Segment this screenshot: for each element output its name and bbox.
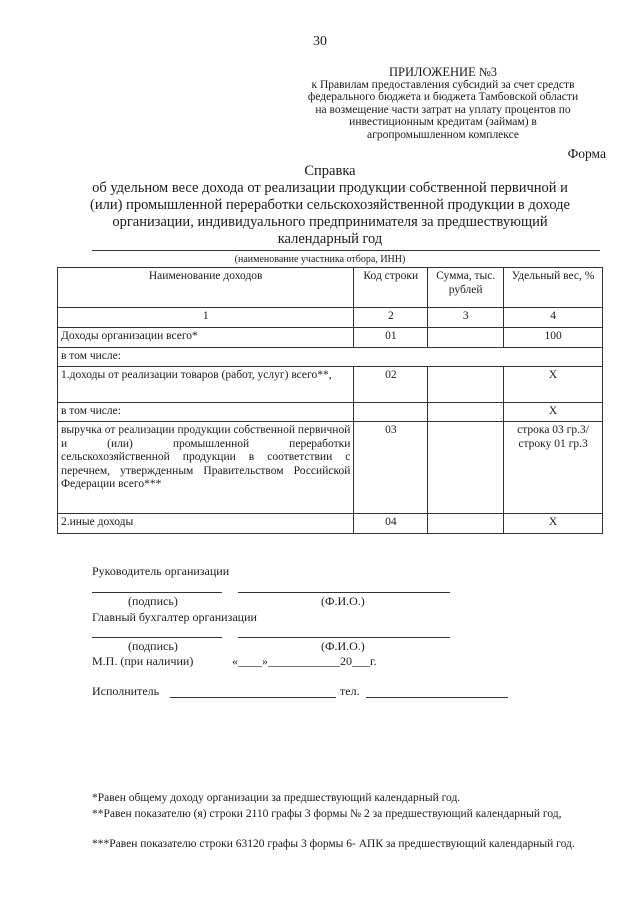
participant-name-line[interactable] — [92, 250, 600, 251]
row-sum[interactable] — [428, 422, 504, 514]
row-name: в том числе: — [58, 403, 354, 422]
footnote: *Равен общему доходу организации за предшествующий календарный год. — [92, 792, 461, 804]
column-number: 3 — [428, 308, 504, 328]
row-name: 2.иные доходы — [58, 514, 354, 534]
accountant-signature-caption: (подпись) — [128, 639, 178, 653]
form-label: Форма — [567, 146, 606, 161]
column-number: 2 — [354, 308, 428, 328]
table-row — [58, 514, 603, 534]
row-code: 01 — [354, 328, 428, 348]
document-title — [80, 163, 580, 248]
footnote: ***Равен показателю строки 63120 графы 3 формы 6- АПК за предшествующий календарный год. — [92, 838, 575, 850]
row-share: строка 03 гр.3/ строку 01 гр.3 — [504, 422, 603, 514]
row-sum[interactable] — [428, 328, 504, 348]
document-heading: Справка — [304, 163, 356, 179]
row-share: 100 — [504, 328, 603, 348]
table-header-cell: Наименование доходов — [58, 268, 354, 308]
row-share: X — [504, 403, 603, 422]
income-table — [57, 267, 603, 534]
date-field[interactable]: «____»____________20___г. — [232, 654, 377, 668]
accountant-fio-caption: (Ф.И.О.) — [321, 639, 365, 653]
table-row — [58, 367, 603, 403]
executor-line[interactable] — [170, 697, 336, 698]
document-title-line: организации, индивидуального предпринимателя за предшествующий — [112, 214, 548, 230]
row-sum[interactable] — [428, 514, 504, 534]
appendix-header — [258, 66, 628, 141]
row-name: выручка от реализации продукции собственной первичной и (или) промышленной переработки сельскохозяйственной продукции в соответствии с перечнем, утвержденным Правительством Российской Федерации всего*** — [58, 422, 354, 514]
table-row — [58, 422, 603, 514]
table-row — [58, 403, 603, 422]
accountant-signature-line[interactable] — [92, 637, 222, 638]
row-name: 1.доходы от реализации товаров (работ, услуг) всего**, — [58, 367, 354, 403]
row-share: X — [504, 367, 603, 403]
footnote: **Равен показателю (я) строки 2110 графы 3 формы № 2 за предшествующий календарный год, — [92, 808, 562, 820]
row-name: Доходы организации всего* — [58, 328, 354, 348]
page-number: 30 — [313, 34, 327, 49]
stamp-label: М.П. (при наличии) — [92, 654, 194, 668]
appendix-title: ПРИЛОЖЕНИЕ №3 — [388, 65, 498, 79]
accountant-fio-line[interactable] — [238, 637, 450, 638]
appendix-line: федерального бюджета и бюджета Тамбовской области — [307, 91, 579, 103]
table-header-cell: Удельный вес, % — [504, 268, 603, 308]
document-title-line: (или) промышленной переработки сельскохозяйственной продукции в доходе — [90, 197, 570, 213]
row-code: 02 — [354, 367, 428, 403]
participant-caption: (наименование участника отбора, ИНН) — [234, 254, 406, 265]
accountant-label: Главный бухгалтер организации — [92, 610, 257, 624]
row-code: 03 — [354, 422, 428, 514]
table-row — [58, 328, 603, 348]
row-sum[interactable] — [428, 403, 504, 422]
row-sum[interactable] — [428, 367, 504, 403]
appendix-line: на возмещение части затрат на уплату процентов по — [315, 103, 571, 116]
document-title-line: календарный год — [277, 231, 383, 247]
phone-line[interactable] — [366, 697, 508, 698]
appendix-line: агропромышленном комплексе — [367, 128, 519, 141]
head-signature-line[interactable] — [92, 592, 222, 593]
row-share: X — [504, 514, 603, 534]
table-row — [58, 348, 603, 367]
column-number-row — [58, 308, 603, 328]
table-header-row — [58, 268, 603, 308]
row-code: 04 — [354, 514, 428, 534]
head-fio-caption: (Ф.И.О.) — [321, 594, 365, 608]
table-header-cell: Код строки — [354, 268, 428, 308]
head-signature-caption: (подпись) — [128, 594, 178, 608]
phone-label: тел. — [340, 684, 360, 698]
row-code — [354, 403, 428, 422]
column-number: 4 — [504, 308, 603, 328]
head-label: Руководитель организации — [92, 564, 230, 578]
column-number: 1 — [58, 308, 354, 328]
appendix-line: инвестиционным кредитам (займам) в — [349, 116, 537, 128]
head-fio-line[interactable] — [238, 592, 450, 593]
document-title-line: об удельном весе дохода от реализации продукции собственной первичной и — [92, 180, 568, 196]
appendix-line: к Правилам предоставления субсидий за счет средств — [311, 78, 575, 91]
table-header-cell: Сумма, тыс. рублей — [428, 268, 504, 308]
executor-label: Исполнитель — [92, 684, 160, 698]
row-name: в том числе: — [58, 348, 603, 367]
